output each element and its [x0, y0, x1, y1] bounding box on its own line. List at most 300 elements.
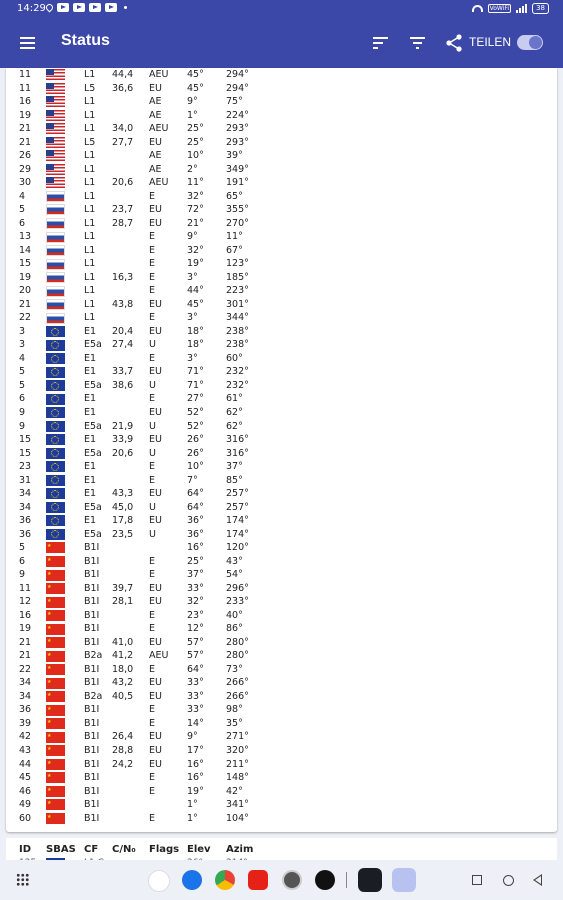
- flags: E: [149, 772, 156, 784]
- azimuth: 271°: [226, 731, 249, 743]
- flags: EU: [149, 690, 162, 702]
- azimuth: 349°: [226, 163, 249, 175]
- flags: EU: [149, 515, 162, 527]
- elevation: 21°: [187, 217, 204, 229]
- flag-ru-icon: [46, 245, 65, 256]
- satellite-row: [6, 230, 557, 244]
- flag-eu-icon: [46, 340, 65, 351]
- sat-id: 11: [19, 69, 32, 80]
- flag-eu-icon: [46, 529, 65, 540]
- elevation: 33°: [187, 582, 204, 594]
- app-drawer-icon[interactable]: [16, 873, 29, 886]
- elevation: 16°: [187, 758, 204, 770]
- carrier-frequency: B1I: [84, 717, 100, 729]
- azimuth: 232°: [226, 379, 249, 391]
- azimuth: 301°: [226, 298, 249, 310]
- home-button[interactable]: [503, 875, 514, 886]
- azimuth: 35°: [226, 717, 243, 729]
- flags: E: [149, 285, 156, 297]
- gallery-app-icon[interactable]: [392, 868, 416, 892]
- elevation: 11°: [187, 177, 204, 189]
- flag-cn-icon: [46, 624, 65, 635]
- sbas-status-list[interactable]: [6, 838, 557, 860]
- satellite-row: [6, 649, 557, 663]
- azimuth: 174°: [226, 528, 249, 540]
- sat-id: 3: [19, 339, 26, 351]
- gps-test-app-icon[interactable]: [358, 868, 382, 892]
- satellite-row: [6, 744, 557, 758]
- carrier-frequency: E1: [84, 474, 97, 486]
- cn0-value: 18,0: [112, 663, 134, 675]
- satellite-row: [6, 568, 557, 582]
- back-button[interactable]: [533, 874, 542, 886]
- satellite-row: [6, 325, 557, 339]
- sat-id: 12: [19, 596, 32, 608]
- flag-eu-icon: [46, 421, 65, 432]
- satellite-row: [6, 406, 557, 420]
- flags: E: [149, 231, 156, 243]
- elevation: 25°: [187, 136, 204, 148]
- flag-eu-icon: [46, 448, 65, 459]
- flag-cn-icon: [46, 772, 65, 783]
- azimuth: 232°: [226, 366, 249, 378]
- carrier-frequency: B1I: [84, 582, 100, 594]
- sat-id: 14: [19, 244, 32, 256]
- flag-us-icon: [46, 110, 65, 121]
- carrier-frequency: L1: [84, 298, 96, 310]
- carrier-frequency: L1: [84, 285, 96, 297]
- satellite-row: [6, 136, 557, 150]
- elevation: 33°: [187, 704, 204, 716]
- filter-icon[interactable]: [410, 37, 426, 49]
- flag-ru-icon: [46, 259, 65, 270]
- azimuth: 11°: [226, 231, 243, 243]
- satellite-row: [6, 717, 557, 731]
- azimuth: 61°: [226, 393, 243, 405]
- flags: EU: [149, 596, 162, 608]
- youtube-app-icon[interactable]: [248, 870, 268, 890]
- flag-eu-icon: [46, 488, 65, 499]
- carrier-frequency: L1: [84, 244, 96, 256]
- carrier-frequency: E5a: [84, 528, 102, 540]
- cn0-value: 20,4: [112, 325, 134, 337]
- flag-eu-icon: [46, 394, 65, 405]
- carrier-frequency: B1I: [84, 636, 100, 648]
- satellite-row: [6, 122, 557, 136]
- cn0-value: 33,7: [112, 366, 134, 378]
- elevation: 71°: [187, 366, 204, 378]
- azimuth: 37°: [226, 461, 243, 473]
- sat-id: 34: [19, 488, 32, 500]
- location-icon: [45, 3, 55, 13]
- sat-id: 6: [19, 217, 26, 229]
- carrier-frequency: E1: [84, 393, 97, 405]
- flag-cn-icon: [46, 813, 65, 824]
- elevation: 32°: [187, 190, 204, 202]
- flags: E: [149, 623, 156, 635]
- flags: E: [149, 569, 156, 581]
- elevation: 27°: [187, 393, 204, 405]
- cn0-value: 43,8: [112, 298, 134, 310]
- elevation: 9°: [187, 231, 198, 243]
- elevation: 16°: [187, 772, 204, 784]
- azimuth: 65°: [226, 190, 243, 202]
- cn0-value: 26,4: [112, 731, 134, 743]
- carrier-frequency: E5a: [84, 501, 102, 513]
- flags: EU: [149, 636, 162, 648]
- carrier-frequency: E1: [84, 407, 97, 418]
- sat-id: 5: [19, 204, 26, 216]
- carrier-frequency: L1: [84, 231, 96, 243]
- flags: U: [149, 501, 156, 513]
- flags: EU: [149, 325, 162, 337]
- azimuth: 257°: [226, 488, 249, 500]
- azimuth: 104°: [226, 812, 249, 824]
- sat-id: 34: [19, 677, 32, 689]
- satellite-row: [6, 447, 557, 461]
- cn0-value: 40,5: [112, 690, 134, 702]
- header-azim: Azim: [226, 844, 254, 855]
- satellite-row: [6, 501, 557, 515]
- sat-id: 21: [19, 136, 32, 148]
- elevation: 10°: [187, 461, 204, 473]
- carrier-frequency: B1I: [84, 663, 100, 675]
- flags: E: [149, 244, 156, 256]
- clock: 14:29: [17, 3, 46, 14]
- elevation: 33°: [187, 677, 204, 689]
- flags: E: [149, 271, 156, 283]
- flag-ru-icon: [46, 272, 65, 283]
- cn0-value: 20,6: [112, 177, 134, 189]
- elevation: 12°: [187, 623, 204, 635]
- elevation: 18°: [187, 325, 204, 337]
- satellite-row: [6, 163, 557, 177]
- cn0-value: 33,9: [112, 434, 134, 446]
- azimuth: 174°: [226, 515, 249, 527]
- elevation: 37°: [187, 569, 204, 581]
- carrier-frequency: B1I: [84, 609, 100, 621]
- flag-us-icon: [46, 123, 65, 134]
- elevation: 26°: [187, 434, 204, 446]
- cn0-value: 41,0: [112, 636, 134, 648]
- flag-cn-icon: [46, 597, 65, 608]
- azimuth: 238°: [226, 325, 249, 337]
- sat-id: 11: [19, 582, 32, 594]
- chrome-app-icon[interactable]: [215, 870, 235, 890]
- flags: U: [149, 528, 156, 540]
- flag-ru-icon: [46, 313, 65, 324]
- azimuth: 223°: [226, 285, 249, 297]
- phone-app-icon[interactable]: [148, 870, 170, 892]
- satellite-row: [6, 676, 557, 690]
- flag-cn-icon: [46, 678, 65, 689]
- carrier-frequency: L1: [84, 69, 96, 80]
- elevation: 1°: [187, 812, 198, 824]
- flag-cn-icon: [46, 651, 65, 662]
- satellite-row: [6, 217, 557, 231]
- carrier-frequency: B1I: [84, 677, 100, 689]
- sat-id: 43: [19, 745, 32, 756]
- sat-id: 34: [19, 501, 32, 513]
- sat-id: 15: [19, 447, 32, 459]
- flag-cn-icon: [46, 556, 65, 567]
- elevation: 32°: [187, 596, 204, 608]
- satellite-row: [6, 68, 557, 82]
- azimuth: 43°: [226, 555, 243, 567]
- satellite-row: [6, 82, 557, 96]
- carrier-frequency: B2a: [84, 650, 103, 662]
- camera-app-icon[interactable]: [315, 870, 335, 890]
- flag-cn-icon: [46, 786, 65, 797]
- flags: EU: [149, 582, 162, 594]
- carrier-frequency: L1: [84, 271, 96, 283]
- header-flags: Flags: [149, 844, 180, 855]
- cn0-value: 24,2: [112, 758, 134, 770]
- sat-id: 49: [19, 799, 32, 811]
- satellite-row: [6, 149, 557, 163]
- flag-eu-icon: [46, 502, 65, 513]
- elevation: 64°: [187, 663, 204, 675]
- cn0-value: 41,2: [112, 650, 134, 662]
- satellite-row: [6, 812, 557, 826]
- flag-cn-icon: [46, 542, 65, 553]
- flags: AE: [149, 163, 162, 175]
- azimuth: 67°: [226, 244, 243, 256]
- azimuth: 320°: [226, 745, 249, 756]
- satellite-row: [6, 338, 557, 352]
- flag-cn-icon: [46, 799, 65, 810]
- header-cn0: C/N₀: [112, 844, 136, 855]
- sat-id: 16: [19, 96, 32, 108]
- flags: E: [149, 555, 156, 567]
- azimuth: 294°: [226, 82, 249, 94]
- cn0-value: 44,4: [112, 69, 134, 80]
- sort-icon[interactable]: [373, 37, 389, 49]
- flags: E: [149, 704, 156, 716]
- share-icon[interactable]: [444, 33, 464, 53]
- carrier-frequency: B1I: [84, 799, 100, 811]
- carrier-frequency: E5a: [84, 420, 102, 432]
- flag-cn-icon: [46, 759, 65, 770]
- sat-id: 21: [19, 650, 32, 662]
- azimuth: 293°: [226, 136, 249, 148]
- cn0-value: 36,6: [112, 82, 134, 94]
- azimuth: 316°: [226, 434, 249, 446]
- carrier-frequency: L1: [84, 96, 96, 108]
- satellite-row: [6, 271, 557, 285]
- satellite-row: [6, 352, 557, 366]
- sat-id: 20: [19, 285, 32, 297]
- more-notifications-icon: [124, 6, 127, 9]
- cn0-value: 27,7: [112, 136, 134, 148]
- flag-cn-icon: [46, 732, 65, 743]
- azimuth: 54°: [226, 569, 243, 581]
- cn0-value: 43,2: [112, 677, 134, 689]
- elevation: 72°: [187, 204, 204, 216]
- sat-id: 30: [19, 177, 32, 189]
- flags: U: [149, 447, 156, 459]
- azimuth: 148°: [226, 772, 249, 784]
- sat-id: 22: [19, 663, 32, 675]
- satellite-row: [6, 758, 557, 772]
- carrier-frequency: L1: [84, 190, 96, 202]
- flag-ru-icon: [46, 191, 65, 202]
- sat-id: 22: [19, 312, 32, 324]
- carrier-frequency: B1I: [84, 704, 100, 716]
- carrier-frequency: E1: [84, 461, 97, 473]
- flags: AEU: [149, 177, 169, 189]
- cn0-value: 23,7: [112, 204, 134, 216]
- azimuth: 233°: [226, 596, 249, 608]
- satellite-row: [6, 203, 557, 217]
- sat-id: 46: [19, 785, 32, 797]
- carrier-frequency: E1: [84, 488, 97, 500]
- sat-id: 36: [19, 528, 32, 540]
- sat-id: 19: [19, 271, 32, 283]
- elevation: 1°: [187, 799, 198, 811]
- gnss-status-list[interactable]: [6, 68, 557, 832]
- flag-cn-icon: [46, 610, 65, 621]
- carrier-frequency: L1: [84, 312, 96, 324]
- carrier-frequency: B1I: [84, 785, 100, 797]
- flags: EU: [149, 136, 162, 148]
- carrier-frequency: B1I: [84, 758, 100, 770]
- carrier-frequency: L1: [84, 163, 96, 175]
- flag-cn-icon: [46, 705, 65, 716]
- elevation: 19°: [187, 785, 204, 797]
- sat-id: 13: [19, 231, 32, 243]
- satellite-row: [6, 433, 557, 447]
- satellite-row: [6, 798, 557, 812]
- satellite-row: [6, 257, 557, 271]
- satellite-row: [6, 690, 557, 704]
- satellite-row: [6, 609, 557, 623]
- page-title: Status: [61, 32, 110, 49]
- sat-id: 36: [19, 704, 32, 716]
- settings-app-icon[interactable]: [282, 870, 302, 890]
- vowifi-badge: VoWiFi: [489, 5, 510, 12]
- elevation: 7°: [187, 474, 198, 486]
- azimuth: 238°: [226, 339, 249, 351]
- sat-id: 42: [19, 731, 32, 743]
- cn0-value: 28,1: [112, 596, 134, 608]
- flag-eu-icon: [46, 353, 65, 364]
- azimuth: 73°: [226, 663, 243, 675]
- carrier-frequency: L1: [84, 204, 96, 216]
- azimuth: 60°: [226, 352, 243, 364]
- flags: EU: [149, 488, 162, 500]
- flag-us-icon: [46, 83, 65, 94]
- carrier-frequency: B1I: [84, 569, 100, 581]
- flag-cn-icon: [46, 570, 65, 581]
- azimuth: 85°: [226, 474, 243, 486]
- flags: E: [149, 785, 156, 797]
- satellite-row: [6, 582, 557, 596]
- satellite-row: [6, 730, 557, 744]
- flags: EU: [149, 217, 162, 229]
- cn0-value: 39,7: [112, 582, 134, 594]
- flag-us-icon: [46, 69, 65, 80]
- flags: EU: [149, 731, 162, 743]
- azimuth: 62°: [226, 407, 243, 418]
- azimuth: 191°: [226, 177, 249, 189]
- satellite-row: [6, 365, 557, 379]
- carrier-frequency: E1: [84, 515, 97, 527]
- azimuth: 211°: [226, 758, 249, 770]
- flag-eu-icon: [46, 434, 65, 445]
- flag-cn-icon: [46, 745, 65, 756]
- youtube-notification-icon: [89, 3, 101, 12]
- flags: U: [149, 420, 156, 432]
- sat-id: 3: [19, 325, 26, 337]
- azimuth: 280°: [226, 650, 249, 662]
- azimuth: 185°: [226, 271, 249, 283]
- satellite-row: [6, 487, 557, 501]
- satellite-row: [6, 771, 557, 785]
- messages-app-icon[interactable]: [182, 870, 202, 890]
- menu-icon[interactable]: [20, 37, 35, 49]
- satellite-row: [6, 109, 557, 123]
- carrier-frequency: E5a: [84, 447, 102, 459]
- satellite-row: [6, 541, 557, 555]
- carrier-frequency: B1I: [84, 555, 100, 567]
- flag-eu-icon: [46, 475, 65, 486]
- carrier-frequency: L1: [84, 150, 96, 162]
- azimuth: 224°: [226, 109, 249, 121]
- elevation: 16°: [187, 542, 204, 554]
- carrier-frequency: B1I: [84, 745, 100, 756]
- cn0-value: 38,6: [112, 379, 134, 391]
- flags: E: [149, 190, 156, 202]
- satellite-row: [6, 663, 557, 677]
- cn0-value: 17,8: [112, 515, 134, 527]
- youtube-notification-icon: [105, 3, 117, 12]
- flag-us-icon: [46, 137, 65, 148]
- carrier-frequency: L1: [84, 109, 96, 121]
- status-bar: [0, 0, 563, 18]
- cn0-value: 43,3: [112, 488, 134, 500]
- sat-id: 11: [19, 82, 32, 94]
- satellite-row: [6, 474, 557, 488]
- sat-id: 31: [19, 474, 32, 486]
- sat-id: 5: [19, 366, 26, 378]
- sat-id: 39: [19, 717, 32, 729]
- share-button[interactable]: TEILEN: [469, 35, 512, 49]
- sat-id: 9: [19, 407, 26, 418]
- app-bar: [0, 18, 563, 68]
- elevation: 1°: [187, 109, 198, 121]
- flag-eu-icon: [46, 326, 65, 337]
- elevation: 10°: [187, 150, 204, 162]
- sat-id: 29: [19, 163, 32, 175]
- azimuth: 75°: [226, 96, 243, 108]
- flags: EU: [149, 677, 162, 689]
- satellite-row: [6, 555, 557, 569]
- flags: E: [149, 258, 156, 270]
- header-cf: CF: [84, 844, 99, 855]
- satellite-row: [6, 460, 557, 474]
- flags: EU: [149, 204, 162, 216]
- flag-ru-icon: [46, 286, 65, 297]
- carrier-frequency: L1: [84, 123, 96, 135]
- sat-id: 21: [19, 123, 32, 135]
- azimuth: 294°: [226, 69, 249, 80]
- satellite-row: [6, 636, 557, 650]
- recents-button[interactable]: [472, 875, 482, 885]
- flags: EU: [149, 407, 162, 418]
- toggle-switch[interactable]: [517, 35, 543, 50]
- sat-id: 23: [19, 461, 32, 473]
